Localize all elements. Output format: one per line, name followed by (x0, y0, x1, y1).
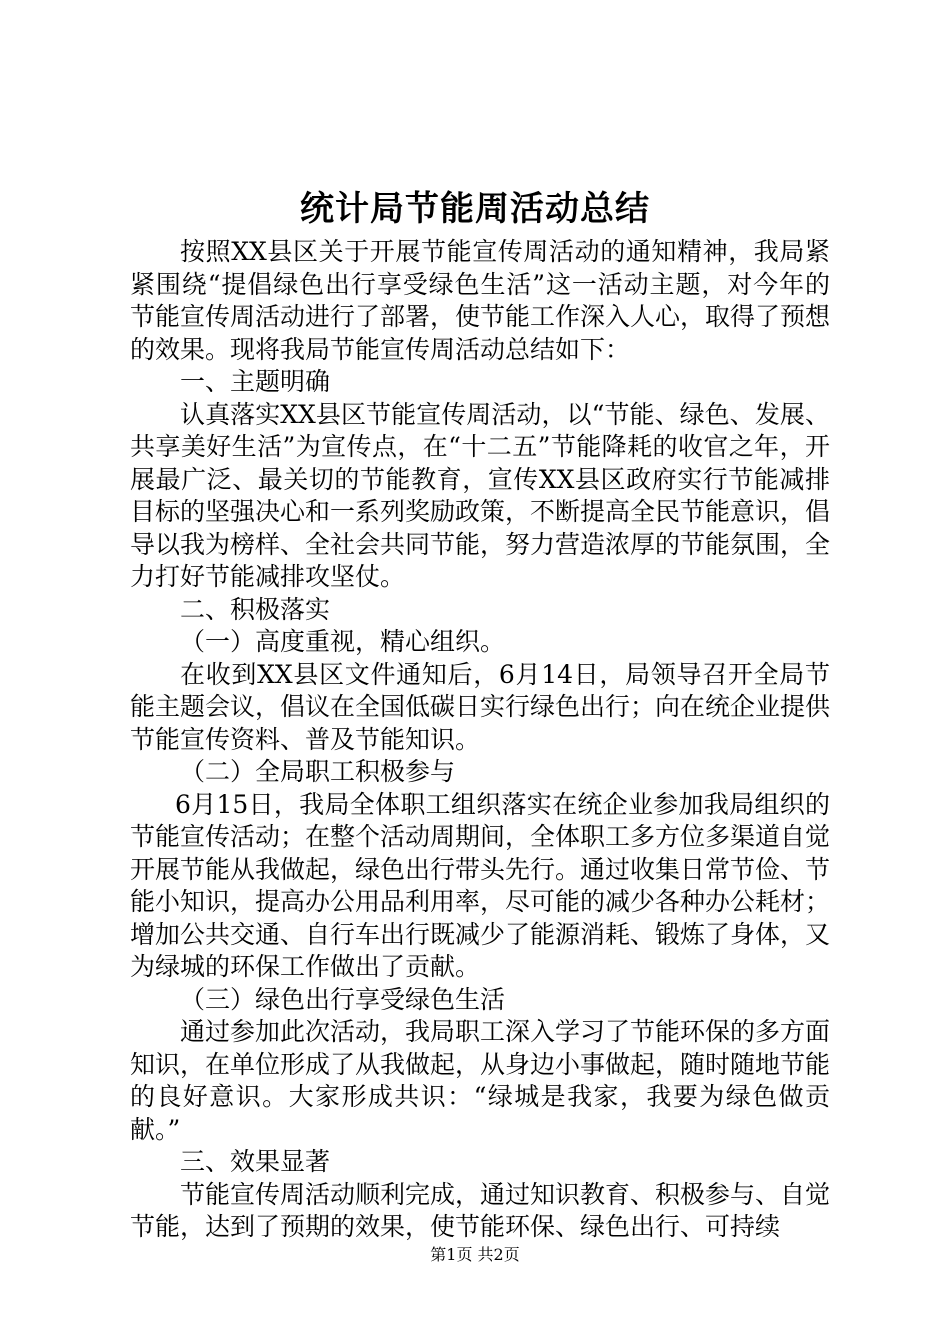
section-heading-3: 三、效果显著 (180, 1147, 331, 1176)
subsection-1-paragraph: 在收到XX县区文件通知后，6月14日，局领导召开全局节能主题会议，倡议在全国低碳日实行绿色出行；向在统企业提供节能宣传资料、普及节能知识。 (130, 659, 831, 754)
document-title: 统计局节能周活动总结 (300, 189, 650, 229)
section-heading-2: 二、积极落实 (180, 594, 331, 624)
subsection-heading-3: （三）绿色出行享受绿色生活 (180, 984, 506, 1014)
section-3-paragraph: 节能宣传周活动顺利完成，通过知识教育、积极参与、自觉节能，达到了预期的效果，使节能环保、绿色出行、可持续 (130, 1179, 831, 1241)
document-body (130, 236, 830, 1244)
section-heading-1: 一、主题明确 (180, 367, 331, 396)
intro-paragraph: 按照XX县区关于开展节能宣传周活动的通知精神，我局紧紧围绕“提倡绿色出行享受绿色生活”这一活动主题，对今年的节能宣传周活动进行了部署，使节能工作深入人心，取得了预想的效果。现将我局节能宣传周活动总结如下： (130, 237, 831, 364)
subsection-heading-2: （二）全局职工积极参与 (180, 757, 456, 786)
section-1-paragraph: 认真落实XX县区节能宣传周活动，以“节能、绿色、发展、共享美好生活”为宣传点，在“十二五”节能降耗的收官之年，开展最广泛、最关切的节能教育，宣传XX县区政府实行节能减排目标的坚强决心和一系列奖励政策，不断提高全民节能意识，倡导以我为榜样、全社会共同节能，努力营造浓厚的节能氛围，全力打好节能减排攻坚仗。 (130, 399, 831, 591)
page-number-footer: 第1页 共2页 (430, 1245, 520, 1264)
subsection-heading-1: （一）高度重视，精心组织。 (180, 627, 506, 656)
subsection-3-paragraph: 通过参加此次活动，我局职工深入学习了节能环保的多方面知识，在单位形成了从我做起，从身边小事做起，随时随地节能的良好意识。大家形成共识：“绿城是我家，我要为绿色做贡献。” (130, 1017, 831, 1144)
subsection-2-paragraph: 6月15日，我局全体职工组织落实在统企业参加我局组织的节能宣传活动；在整个活动周期间，全体职工多方位多渠道自觉开展节能从我做起，绿色出行带头先行。通过收集日常节俭、节能小知识，提高办公用品利用率，尽可能的减少各种办公耗材；增加公共交通、自行车出行既减少了能源消耗、锻炼了身体，又为绿城的环保工作做出了贡献。 (130, 789, 831, 981)
